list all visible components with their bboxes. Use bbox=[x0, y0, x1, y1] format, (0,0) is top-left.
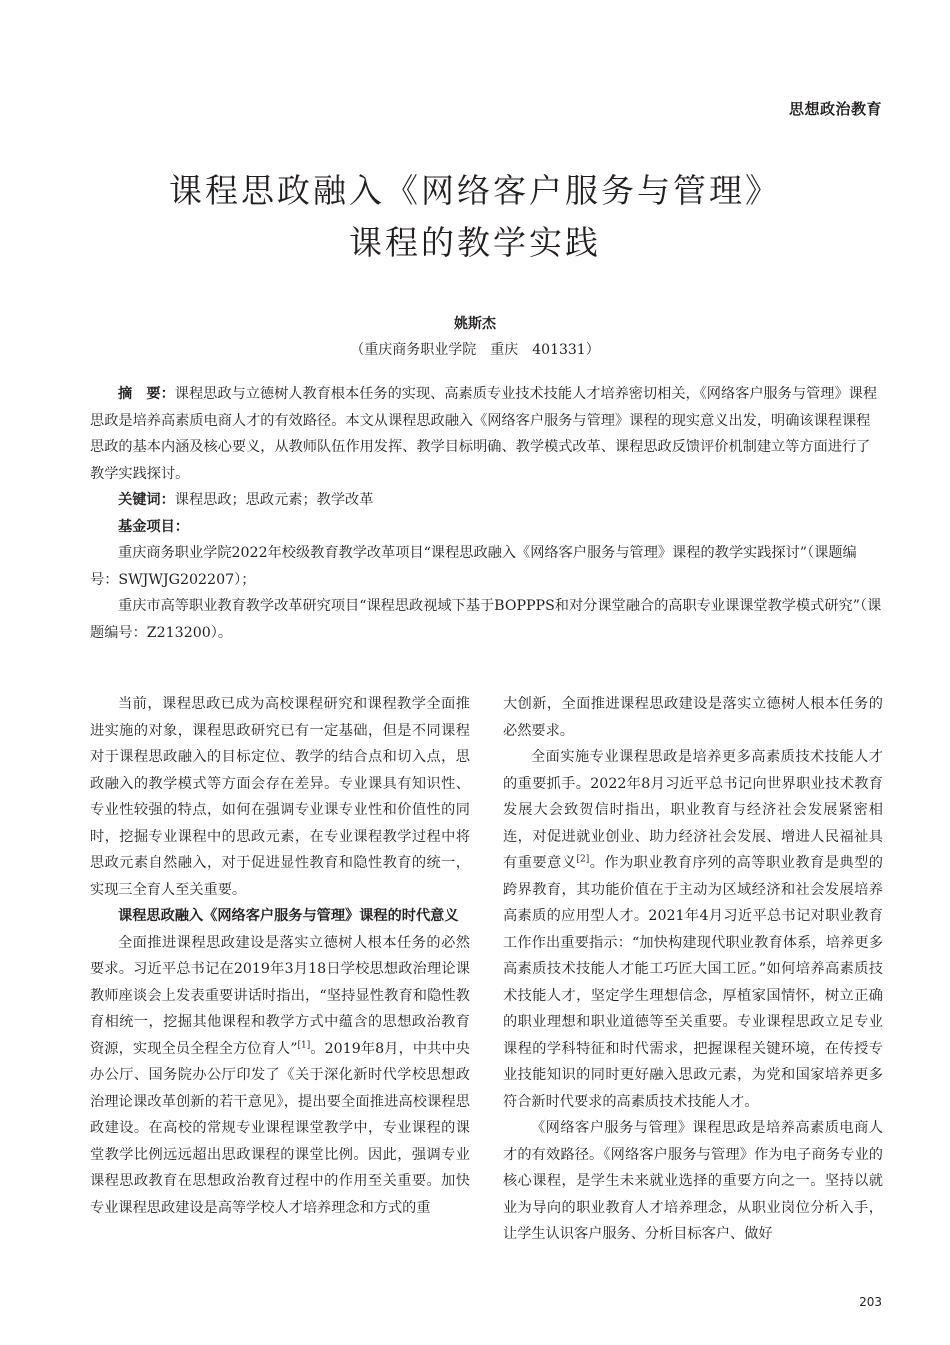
reference-mark: [1] bbox=[297, 1039, 311, 1050]
abstract-block bbox=[90, 381, 882, 646]
title-line-1: 课程思政融入《网络客户服务与管理》 bbox=[169, 171, 781, 210]
keywords-line bbox=[90, 487, 882, 514]
reference-mark: [2] bbox=[576, 854, 590, 865]
body-paragraph: 大创新，全面推进课程思政建设是落实立德树人根本任务的必然要求。 bbox=[503, 696, 883, 739]
body-paragraph bbox=[90, 930, 470, 1222]
body-text: 。作为职业教育序列的高等职业教育是典型的跨界教育，其功能价值在于主动为区域经济和社会发展培养高素质的应用型人才。2021年4月习近平总书记对职业教育工作作出重要指示：“加快构建现代职业教育体系，培养更多高素质技术技能人才能工巧匠大国工匠。”如何培养高素质技术技能人才，坚定学生理想信念，厚植家国情怀，树立正确的职业理想和职业道德等至关重要。专业课程思政立足专业课程的学科特征和时代需求，把握课程关键环境，在传授专业技能知识的同时更好融入思政元素，为党和国家培养更多符合新时代要求的高素质技术技能人才。 bbox=[503, 855, 883, 1110]
fund-label: 基金项目： bbox=[118, 518, 189, 535]
fund-item-1: 重庆商务职业学院2022年校级教育教学改革项目“课程思政融入《网络客户服务与管理》课程的教学实践探讨”（课题编号：SWJWJG202207）； bbox=[90, 545, 857, 588]
body-text: 。2019年8月，中共中央办公厅、国务院办公厅印发了《关于深化新时代学校思想政治理论课改革创新的若干意见》，提出要全面推进高校课程思政建设。在高校的常规专业课程课堂教学中，专业课程的课堂教学比例远远超出思政课程的课堂比例。因此，强调专业课程思政教育在思想政治教育过程中的作用至关重要。加快专业课程思政建设是高等学校人才培养理念和方式的重 bbox=[90, 1040, 470, 1216]
author-name: 姚斯杰 bbox=[454, 316, 496, 332]
fund-line bbox=[90, 514, 882, 541]
author-affiliation: （重庆商务职业学院 重庆 401331） bbox=[350, 342, 600, 358]
body-paragraph bbox=[503, 744, 883, 1115]
keywords-text: 课程思政；思政元素；教学改革 bbox=[174, 492, 374, 508]
body-text: 全面推进课程思政建设是落实立德树人根本任务的必然要求。习近平总书记在2019年3月18日学校思想政治理论课教师座谈会上发表重要讲话时指出，“坚持显性教育和隐性教育相统一，挖掘其他课程和教学方式中蕴含的思想政治教育资源，实现全员全程全方位育人” bbox=[90, 934, 470, 1057]
body-text: 全面实施专业课程思政是培养更多高素质技术技能人才的重要抓手。2022年8月习近平总书记向世界职业技术教育发展大会致贺信时指出，职业教育与经济社会发展紧密相连，对促进就业创业、助力经济社会发展、增进人民福祉具有重要意义 bbox=[503, 749, 883, 871]
title-line-2: 课程的教学实践 bbox=[349, 223, 601, 262]
keywords-label: 关键词： bbox=[118, 492, 175, 508]
abstract-label: 摘 要： bbox=[118, 386, 175, 402]
fund-item-2: 重庆市高等职业教育教学改革研究项目“课程思政视域下基于BOPPPS和对分课堂融合的高职专业课课堂教学模式研究”（课题编号：Z213200）。 bbox=[90, 598, 882, 641]
article-title bbox=[0, 165, 950, 269]
page-number: 203 bbox=[859, 1295, 882, 1309]
body-left-column bbox=[90, 691, 470, 1221]
body-paragraph: 当前，课程思政已成为高校课程研究和课程教学全面推进实施的对象，课程思政研究已有一定基础，但是不同课程对于课程思政融入的目标定位、教学的结合点和切入点，思政融入的教学模式等方面会存在差异。专业课具有知识性、专业性较强的特点，如何在强调专业课专业性和价值性的同时，挖掘专业课程中的思政元素，在专业课程教学过程中将思政元素自然融入，对于促进显性教育和隐性教育的统一，实现三全育人至关重要。 bbox=[90, 696, 470, 898]
abstract-text: 课程思政与立德树人教育根本任务的实现、高素质专业技术技能人才培养密切相关，《网络客户服务与管理》课程思政是培养高素质电商人才的有效路径。本文从课程思政融入《网络客户服务与管理》课程的现实意义出发，明确该课程课程思政的基本内涵及核心要义，从教师队伍作用发挥、教学目标明确、教学模式改革、课程思政反馈评价机制建立等方面进行了教学实践探讨。 bbox=[90, 386, 878, 482]
body-paragraph: 《网络客户服务与管理》课程思政是培养高素质电商人才的有效路径。《网络客户服务与管理》作为电子商务专业的核心课程，是学生未来就业选择的重要方向之一。坚持以就业为导向的职业教育人才培养理念，从职业岗位分析入手，让学生认识客户服务、分析目标客户、做好 bbox=[503, 1120, 883, 1242]
section-heading: 课程思政融入《网络客户服务与管理》课程的时代意义 bbox=[118, 908, 459, 924]
abstract-paragraph bbox=[90, 381, 882, 487]
section-header: 思想政治教育 bbox=[788, 100, 882, 118]
body-right-column bbox=[503, 691, 883, 1248]
